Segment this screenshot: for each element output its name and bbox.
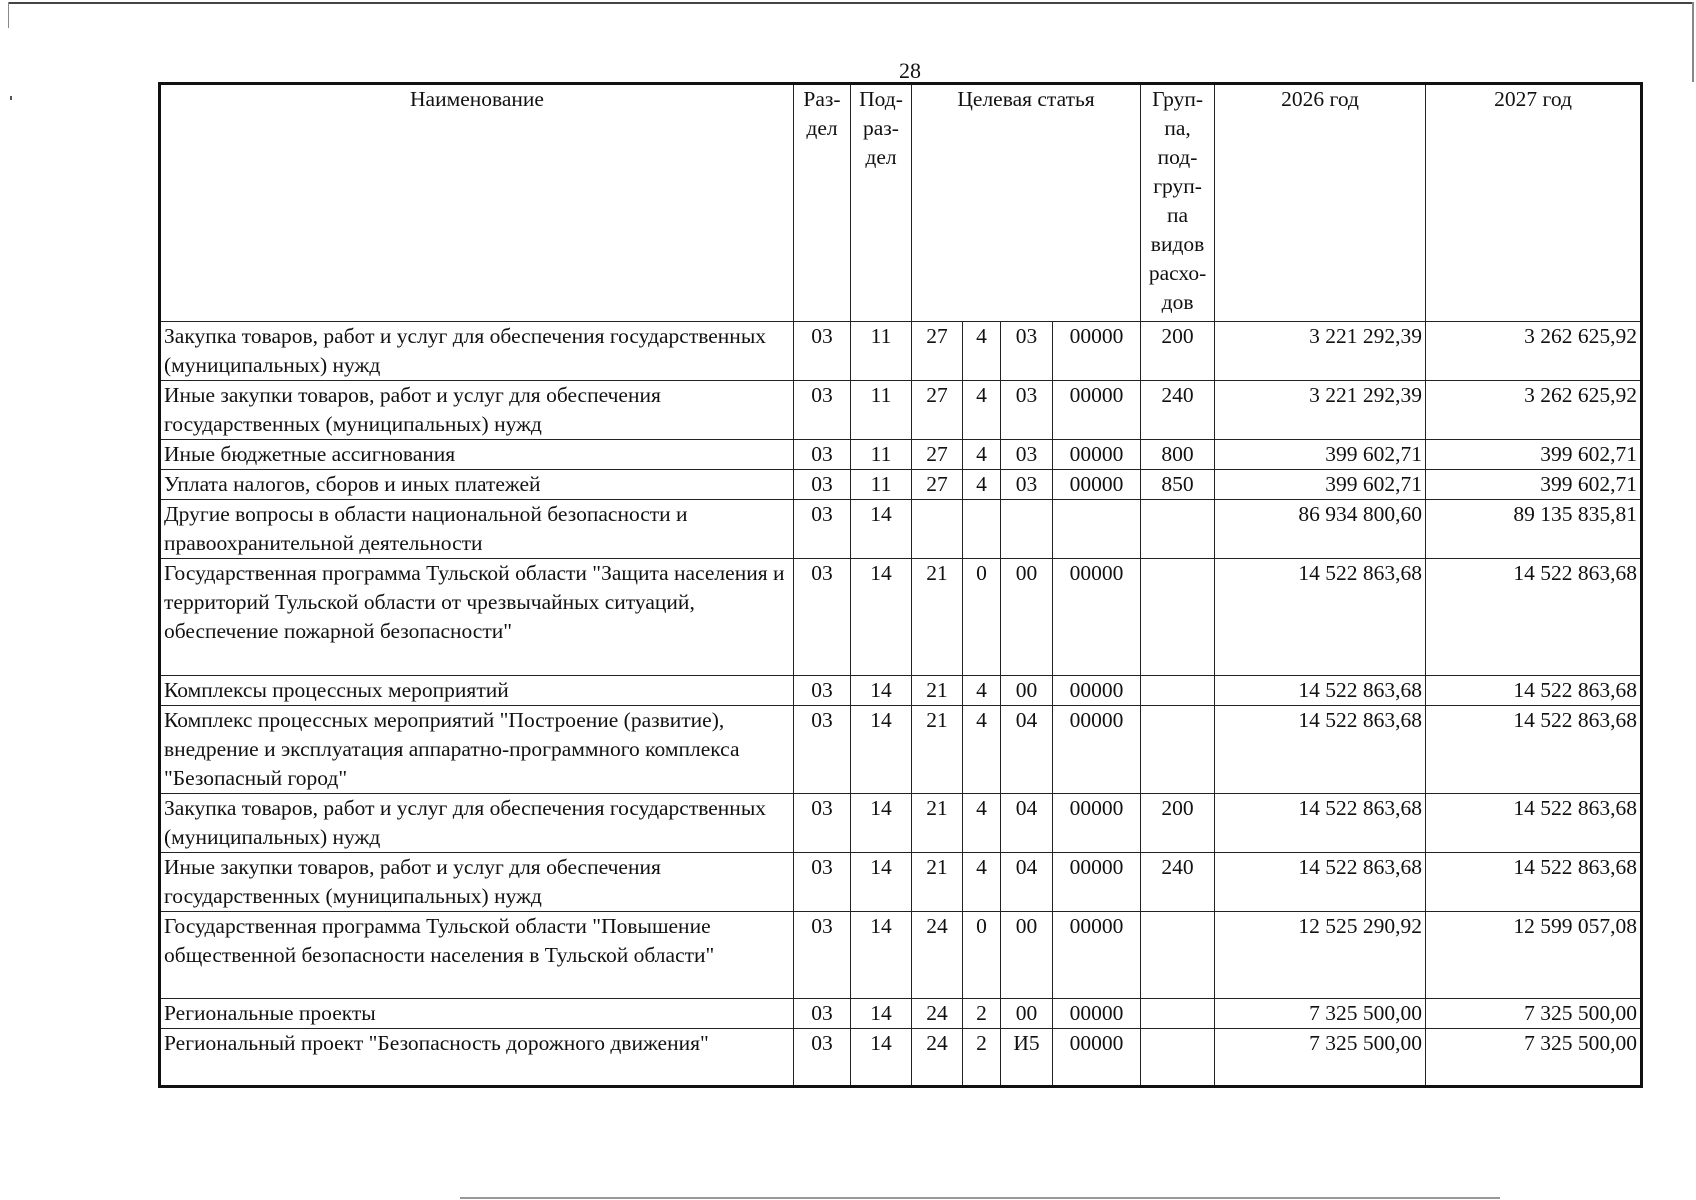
header-podrazdel: Под- раз- дел — [851, 84, 912, 322]
cell-razdel: 03 — [794, 559, 851, 676]
cell-amount-2027: 14 522 863,68 — [1426, 706, 1642, 794]
cell-podrazdel: 14 — [851, 706, 912, 794]
cell-name: Другие вопросы в области национальной безопасности и правоохранительной деятельности — [160, 500, 794, 559]
table-row — [160, 676, 1642, 706]
cell-subprogram: 00 — [1001, 999, 1053, 1029]
cell-podrazdel: 14 — [851, 853, 912, 912]
cell-direction: 00000 — [1053, 912, 1141, 999]
cell-direction: 00000 — [1053, 440, 1141, 470]
cell-amount-2027: 14 522 863,68 — [1426, 853, 1642, 912]
cell-program-type: 4 — [963, 440, 1001, 470]
table-row — [160, 1029, 1642, 1087]
cell-name: Иные закупки товаров, работ и услуг для обеспечения государственных (муниципальных) нужд — [160, 853, 794, 912]
cell-expense-group — [1141, 559, 1215, 676]
cell-program-type: 4 — [963, 381, 1001, 440]
cell-direction: 00000 — [1053, 1029, 1141, 1087]
cell-subprogram: 03 — [1001, 381, 1053, 440]
cell-subprogram: 03 — [1001, 322, 1053, 381]
table-row — [160, 440, 1642, 470]
cell-direction: 00000 — [1053, 676, 1141, 706]
cell-expense-group — [1141, 1029, 1215, 1087]
cell-amount-2027: 14 522 863,68 — [1426, 559, 1642, 676]
cell-subprogram: 03 — [1001, 470, 1053, 500]
cell-subprogram: 03 — [1001, 440, 1053, 470]
cell-amount-2026: 14 522 863,68 — [1215, 706, 1426, 794]
header-name: Наименование — [160, 84, 794, 322]
cell-amount-2027: 89 135 835,81 — [1426, 500, 1642, 559]
cell-name: Иные бюджетные ассигнования — [160, 440, 794, 470]
cell-expense-group: 240 — [1141, 853, 1215, 912]
cell-program: 27 — [912, 470, 963, 500]
cell-direction: 00000 — [1053, 853, 1141, 912]
cell-podrazdel: 14 — [851, 559, 912, 676]
cell-amount-2026: 7 325 500,00 — [1215, 1029, 1426, 1087]
header-year-2027: 2027 год — [1426, 84, 1642, 322]
cell-podrazdel: 11 — [851, 381, 912, 440]
cell-expense-group: 850 — [1141, 470, 1215, 500]
cell-razdel: 03 — [794, 853, 851, 912]
cell-program-type: 4 — [963, 470, 1001, 500]
cell-program: 27 — [912, 440, 963, 470]
cell-razdel: 03 — [794, 706, 851, 794]
cell-program: 21 — [912, 794, 963, 853]
page-number: 28 — [899, 58, 921, 83]
scan-border-right — [1692, 2, 1694, 82]
cell-expense-group — [1141, 912, 1215, 999]
table-row — [160, 999, 1642, 1029]
cell-expense-group — [1141, 676, 1215, 706]
cell-program: 27 — [912, 322, 963, 381]
cell-amount-2027: 12 599 057,08 — [1426, 912, 1642, 999]
cell-amount-2027: 399 602,71 — [1426, 470, 1642, 500]
cell-razdel: 03 — [794, 794, 851, 853]
cell-amount-2026: 14 522 863,68 — [1215, 853, 1426, 912]
cell-name: Региональный проект "Безопасность дорожного движения" — [160, 1029, 794, 1087]
cell-name: Государственная программа Тульской области "Защита населения и территорий Тульской области от чрезвычайных ситуаций, обеспечение пожарной безопасности" — [160, 559, 794, 676]
cell-podrazdel: 11 — [851, 440, 912, 470]
cell-amount-2026: 3 221 292,39 — [1215, 381, 1426, 440]
cell-program: 21 — [912, 853, 963, 912]
cell-amount-2027: 14 522 863,68 — [1426, 794, 1642, 853]
cell-program-type: 4 — [963, 322, 1001, 381]
cell-subprogram: И5 — [1001, 1029, 1053, 1087]
cell-podrazdel: 11 — [851, 470, 912, 500]
cell-amount-2027: 14 522 863,68 — [1426, 676, 1642, 706]
cell-direction: 00000 — [1053, 322, 1141, 381]
cell-expense-group: 800 — [1141, 440, 1215, 470]
table-row — [160, 500, 1642, 559]
cell-amount-2026: 12 525 290,92 — [1215, 912, 1426, 999]
cell-direction: 00000 — [1053, 381, 1141, 440]
header-year-2026: 2026 год — [1215, 84, 1426, 322]
header-expense-group: Груп- па, под- груп- па видов расхо- дов — [1141, 84, 1215, 322]
cell-name: Региональные проекты — [160, 999, 794, 1029]
cell-direction: 00000 — [1053, 999, 1141, 1029]
table-row — [160, 706, 1642, 794]
cell-podrazdel: 14 — [851, 794, 912, 853]
header-target-article: Целевая статья — [912, 84, 1141, 322]
cell-subprogram — [1001, 500, 1053, 559]
cell-program-type: 2 — [963, 1029, 1001, 1087]
cell-subprogram: 04 — [1001, 706, 1053, 794]
cell-expense-group: 200 — [1141, 794, 1215, 853]
cell-program-type: 0 — [963, 912, 1001, 999]
table-row — [160, 470, 1642, 500]
cell-program: 21 — [912, 676, 963, 706]
cell-program: 24 — [912, 1029, 963, 1087]
cell-name: Комплексы процессных мероприятий — [160, 676, 794, 706]
cell-subprogram: 00 — [1001, 559, 1053, 676]
cell-podrazdel: 14 — [851, 676, 912, 706]
header-razdel: Раз- дел — [794, 84, 851, 322]
cell-program: 27 — [912, 381, 963, 440]
cell-razdel: 03 — [794, 440, 851, 470]
cell-amount-2027: 7 325 500,00 — [1426, 999, 1642, 1029]
cell-program: 24 — [912, 999, 963, 1029]
cell-expense-group: 200 — [1141, 322, 1215, 381]
cell-program-type: 0 — [963, 559, 1001, 676]
cell-program-type: 4 — [963, 853, 1001, 912]
cell-razdel: 03 — [794, 676, 851, 706]
cell-name: Комплекс процессных мероприятий "Построение (развитие), внедрение и эксплуатация аппаратно-программного комплекса "Безопасный город" — [160, 706, 794, 794]
cell-subprogram: 04 — [1001, 853, 1053, 912]
table-row — [160, 559, 1642, 676]
cell-podrazdel: 14 — [851, 999, 912, 1029]
cell-program: 24 — [912, 912, 963, 999]
cell-program: 21 — [912, 706, 963, 794]
cell-amount-2027: 7 325 500,00 — [1426, 1029, 1642, 1087]
cell-direction — [1053, 500, 1141, 559]
table-row — [160, 322, 1642, 381]
cell-program-type: 4 — [963, 676, 1001, 706]
cell-razdel: 03 — [794, 912, 851, 999]
cell-name: Иные закупки товаров, работ и услуг для обеспечения государственных (муниципальных) нужд — [160, 381, 794, 440]
cell-direction: 00000 — [1053, 470, 1141, 500]
cell-expense-group — [1141, 706, 1215, 794]
cell-amount-2026: 14 522 863,68 — [1215, 676, 1426, 706]
scan-border-top — [8, 2, 1692, 4]
cell-program: 21 — [912, 559, 963, 676]
cell-subprogram: 00 — [1001, 912, 1053, 999]
cell-amount-2026: 399 602,71 — [1215, 470, 1426, 500]
cell-amount-2026: 7 325 500,00 — [1215, 999, 1426, 1029]
table-row — [160, 381, 1642, 440]
cell-podrazdel: 14 — [851, 1029, 912, 1087]
cell-razdel: 03 — [794, 470, 851, 500]
cell-program-type: 2 — [963, 999, 1001, 1029]
cell-razdel: 03 — [794, 500, 851, 559]
cell-name: Уплата налогов, сборов и иных платежей — [160, 470, 794, 500]
cell-amount-2027: 3 262 625,92 — [1426, 322, 1642, 381]
cell-program — [912, 500, 963, 559]
cell-expense-group: 240 — [1141, 381, 1215, 440]
cell-podrazdel: 11 — [851, 322, 912, 381]
cell-razdel: 03 — [794, 999, 851, 1029]
scan-border-left — [8, 2, 9, 28]
table-row — [160, 912, 1642, 999]
cell-amount-2026: 399 602,71 — [1215, 440, 1426, 470]
cell-subprogram: 04 — [1001, 794, 1053, 853]
cell-amount-2027: 3 262 625,92 — [1426, 381, 1642, 440]
cell-name: Закупка товаров, работ и услуг для обеспечения государственных (муниципальных) нужд — [160, 794, 794, 853]
cell-program-type: 4 — [963, 706, 1001, 794]
table-header-row — [160, 84, 1642, 322]
cell-expense-group — [1141, 999, 1215, 1029]
cell-amount-2026: 86 934 800,60 — [1215, 500, 1426, 559]
cell-razdel: 03 — [794, 322, 851, 381]
cell-podrazdel: 14 — [851, 500, 912, 559]
cell-expense-group — [1141, 500, 1215, 559]
cell-razdel: 03 — [794, 1029, 851, 1087]
scan-bottom-rule — [460, 1197, 1500, 1199]
cell-direction: 00000 — [1053, 706, 1141, 794]
scan-mark — [10, 96, 12, 100]
table-row — [160, 853, 1642, 912]
cell-program-type: 4 — [963, 794, 1001, 853]
cell-amount-2026: 3 221 292,39 — [1215, 322, 1426, 381]
cell-amount-2026: 14 522 863,68 — [1215, 559, 1426, 676]
cell-direction: 00000 — [1053, 794, 1141, 853]
table-row — [160, 794, 1642, 853]
cell-program-type — [963, 500, 1001, 559]
cell-amount-2026: 14 522 863,68 — [1215, 794, 1426, 853]
budget-table — [158, 82, 1643, 1088]
cell-amount-2027: 399 602,71 — [1426, 440, 1642, 470]
cell-name: Закупка товаров, работ и услуг для обеспечения государственных (муниципальных) нужд — [160, 322, 794, 381]
cell-subprogram: 00 — [1001, 676, 1053, 706]
cell-podrazdel: 14 — [851, 912, 912, 999]
cell-direction: 00000 — [1053, 559, 1141, 676]
cell-razdel: 03 — [794, 381, 851, 440]
cell-name: Государственная программа Тульской области "Повышение общественной безопасности населения в Тульской области" — [160, 912, 794, 999]
